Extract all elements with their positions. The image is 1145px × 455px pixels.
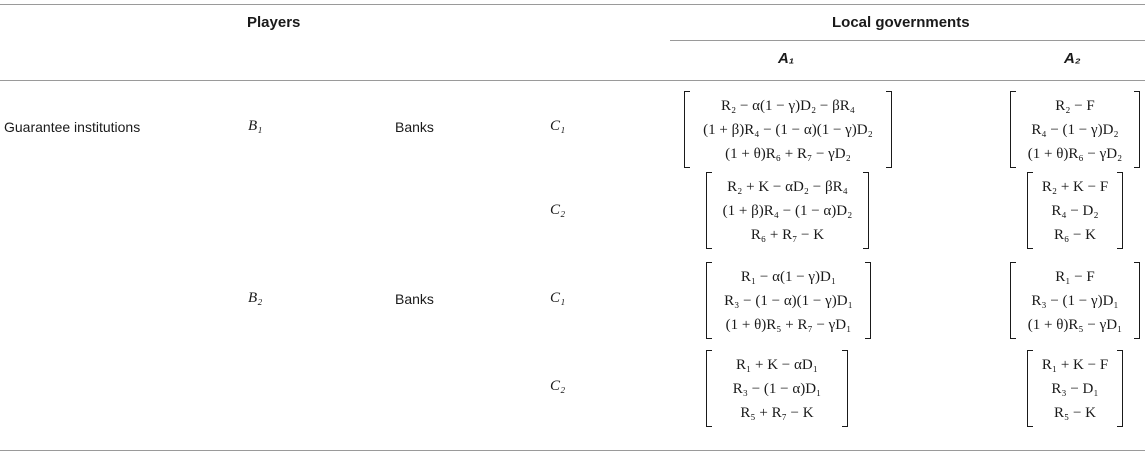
strategy-c2-label: C₂ bbox=[550, 378, 566, 394]
payoff-entry: R₂ + K − αD₂ − βR₄ bbox=[727, 178, 848, 195]
strategy-b1-label: B₁ bbox=[248, 118, 263, 134]
local-governments-rule bbox=[670, 40, 1145, 41]
payoff-entry: R₁ − α(1 − γ)D₁ bbox=[740, 268, 837, 285]
strategy-b2-label: B₂ bbox=[248, 290, 263, 306]
payoff-entry: (1 + θ)R₆ − γD₂ bbox=[1027, 145, 1123, 162]
strategy-c2-label: C₂ bbox=[550, 202, 566, 218]
banks-label: Banks bbox=[395, 291, 434, 307]
payoff-entry: R₄ − D₂ bbox=[1051, 202, 1099, 219]
header-bottom-rule bbox=[0, 80, 1145, 81]
players-header: Players bbox=[247, 14, 301, 31]
payoff-matrix-b2-c1-a1 bbox=[706, 262, 871, 339]
bottom-rule bbox=[0, 450, 1145, 451]
payoff-matrix-b1-c1-a1 bbox=[684, 91, 892, 168]
payoff-entry: R₁ + K − F bbox=[1041, 356, 1109, 373]
payoff-entry: (1 + β)R₄ − (1 − α)D₂ bbox=[722, 202, 853, 219]
payoff-entry: R₆ − K bbox=[1053, 226, 1097, 243]
payoff-matrix-b1-c2-a2 bbox=[1027, 172, 1123, 249]
payoff-entry: R₅ + R₇ − K bbox=[740, 404, 814, 421]
payoff-entry: (1 + θ)R₆ + R₇ − γD₂ bbox=[725, 145, 851, 162]
payoff-entry: R₃ − D₁ bbox=[1051, 380, 1099, 397]
payoff-matrix-b1-c1-a2 bbox=[1010, 91, 1140, 168]
payoff-entry: R₁ + K − αD₁ bbox=[736, 356, 818, 373]
payoff-matrix-b2-c2-a1 bbox=[706, 350, 848, 427]
payoff-entry: R₃ − (1 − α)(1 − γ)D₁ bbox=[724, 292, 853, 309]
payoff-entry: R₅ − K bbox=[1053, 404, 1097, 421]
payoff-entry: R₂ − α(1 − γ)D₂ − βR₄ bbox=[720, 97, 856, 114]
payoff-entry: R₃ − (1 − α)D₁ bbox=[732, 380, 822, 397]
payoff-entry: R₄ − (1 − γ)D₂ bbox=[1031, 121, 1119, 138]
payoff-matrix-b1-c2-a1 bbox=[706, 172, 869, 249]
guarantee-institutions-label: Guarantee institutions bbox=[4, 119, 141, 135]
payoff-entry: R₂ − F bbox=[1055, 97, 1095, 114]
payoff-entry: R₁ − F bbox=[1055, 268, 1095, 285]
payoff-entry: (1 + β)R₄ − (1 − α)(1 − γ)D₂ bbox=[703, 121, 873, 138]
local-governments-header: Local governments bbox=[832, 14, 970, 31]
payoff-entry: (1 + θ)R₅ − γD₁ bbox=[1027, 316, 1123, 333]
payoff-entry: R₃ − (1 − γ)D₁ bbox=[1031, 292, 1119, 309]
strategy-a2-header: A₂ bbox=[1064, 50, 1081, 67]
strategy-c1-label: C₁ bbox=[550, 118, 566, 134]
strategy-a1-header: A₁ bbox=[778, 50, 795, 67]
banks-label: Banks bbox=[395, 119, 434, 135]
strategy-c1-label: C₁ bbox=[550, 290, 566, 306]
payoff-entry: (1 + θ)R₅ + R₇ − γD₁ bbox=[725, 316, 852, 333]
payoff-matrix-b2-c2-a2 bbox=[1027, 350, 1123, 427]
top-rule bbox=[0, 4, 1145, 5]
payoff-matrix-b2-c1-a2 bbox=[1010, 262, 1140, 339]
payoff-entry: R₆ + R₇ − K bbox=[750, 226, 825, 243]
payoff-entry: R₂ + K − F bbox=[1041, 178, 1109, 195]
